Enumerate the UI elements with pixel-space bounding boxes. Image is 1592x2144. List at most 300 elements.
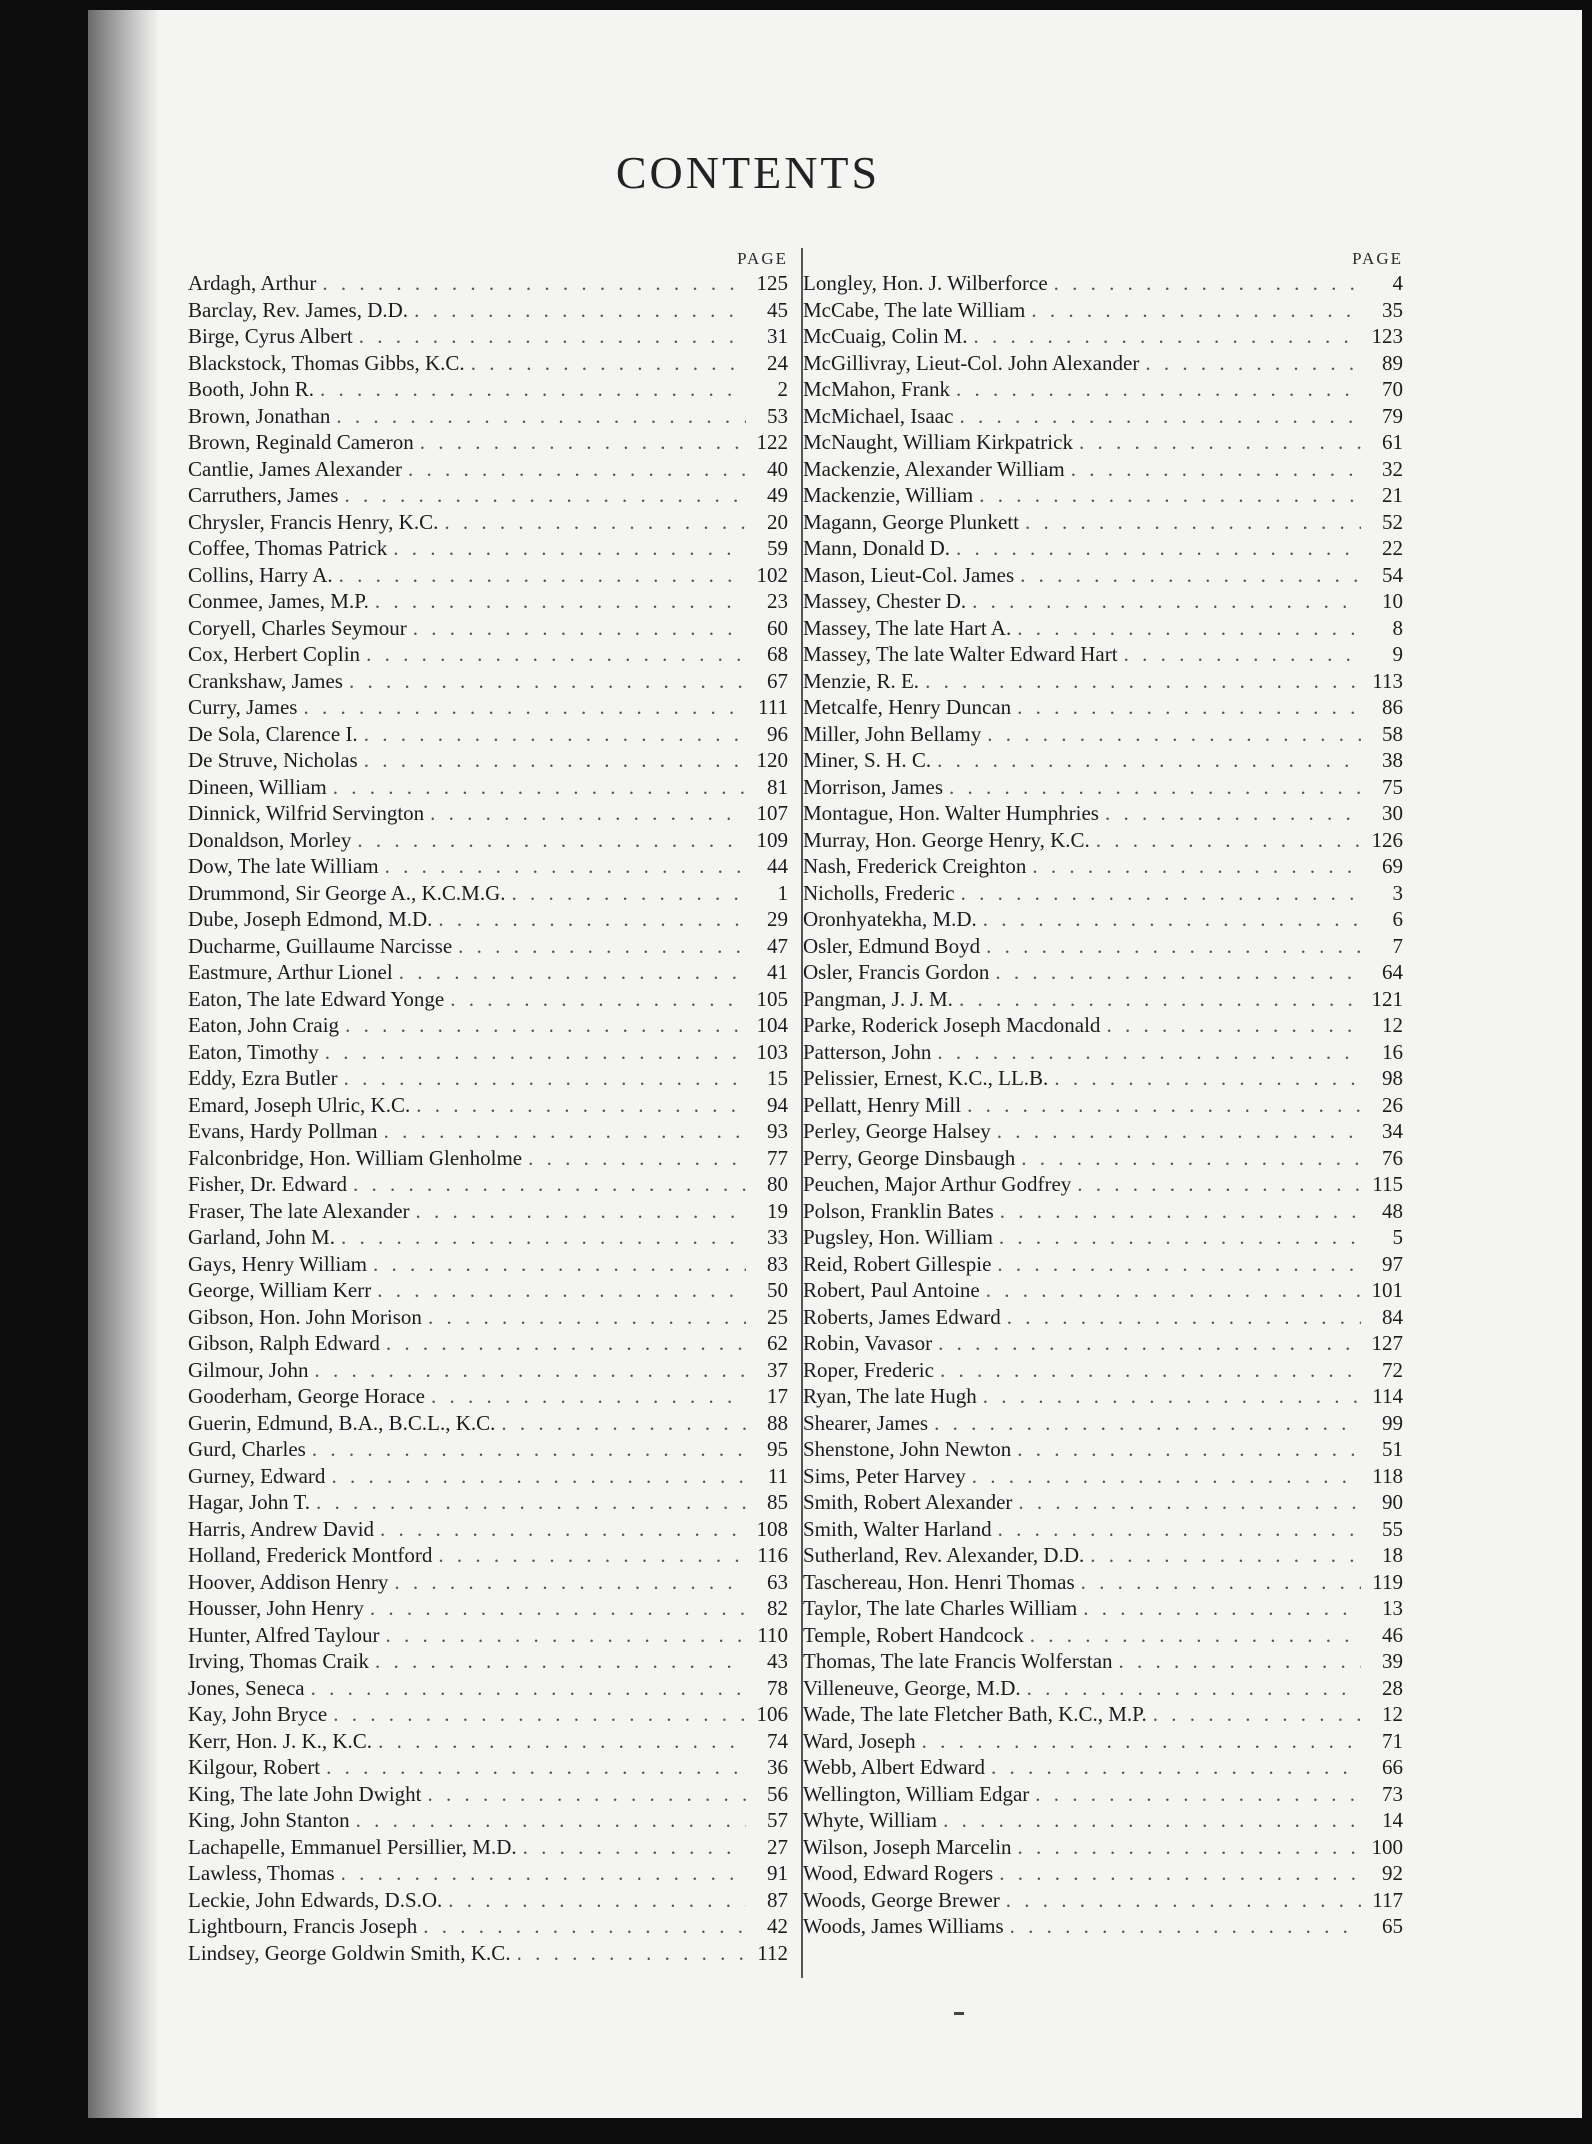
dot-leader	[987, 721, 1361, 748]
contents-entry	[803, 429, 1403, 456]
entry-page-number: 123	[1371, 324, 1403, 348]
entry-page-number: 106	[756, 1702, 788, 1726]
contents-entry	[803, 1860, 1403, 1887]
entry-page-number: 18	[1382, 1543, 1403, 1567]
contents-entry	[188, 1277, 788, 1304]
entry-name: Hunter, Alfred Taylour	[188, 1622, 380, 1647]
entry-page-number: 91	[767, 1861, 788, 1885]
contents-entry	[188, 350, 788, 377]
entry-name: Garland, John M.	[188, 1225, 335, 1249]
dot-leader	[937, 747, 1361, 774]
entry-page-number: 69	[1382, 854, 1403, 878]
entry-name: Miner, S. H. C.	[803, 748, 932, 772]
entry-name: Eddy, Ezra Butler	[188, 1066, 338, 1090]
dot-leader	[959, 986, 1361, 1013]
entry-name: Gurney, Edward	[188, 1463, 326, 1488]
dot-leader	[1081, 1569, 1361, 1596]
contents-entry	[803, 376, 1403, 403]
dot-leader	[1035, 1781, 1361, 1808]
entry-name: De Sola, Clarence I.	[188, 721, 358, 746]
dot-leader	[972, 1463, 1361, 1490]
entry-page-number: 87	[767, 1887, 788, 1912]
entry-page-number: 76	[1382, 1145, 1403, 1170]
contents-entry	[188, 1489, 788, 1516]
contents-entry	[188, 1330, 788, 1357]
entry-name: Emard, Joseph Ulric, K.C.	[188, 1092, 411, 1117]
entry-name: Kilgour, Robert	[188, 1755, 321, 1779]
contents-entry	[188, 853, 788, 880]
contents-entry	[803, 1330, 1403, 1357]
entry-page-number: 111	[758, 695, 788, 719]
contents-entry	[803, 588, 1403, 615]
dot-leader	[1153, 1701, 1361, 1728]
contents-entry	[803, 1675, 1403, 1702]
entry-page-number: 17	[767, 1384, 788, 1408]
contents-entry	[188, 323, 788, 350]
contents-entry	[803, 509, 1403, 536]
contents-entry	[188, 1436, 788, 1463]
dot-leader	[937, 1039, 1361, 1066]
entry-page-number: 7	[1392, 933, 1403, 958]
entry-page-number: 81	[767, 774, 788, 799]
contents-entry	[803, 668, 1403, 695]
entry-name: Dow, The late William	[188, 854, 379, 878]
entry-page-number: 15	[767, 1066, 788, 1090]
entry-name: Osler, Francis Gordon	[803, 960, 990, 984]
entry-page-number: 11	[767, 1463, 788, 1488]
entry-page-number: 31	[767, 324, 788, 348]
dot-leader	[1105, 800, 1361, 827]
contents-entry	[803, 880, 1403, 907]
entry-name: Massey, Chester D.	[803, 589, 967, 613]
contents-entry	[188, 1357, 788, 1384]
entry-name: Jones, Seneca	[188, 1675, 305, 1700]
entry-page-number: 9	[1392, 642, 1403, 666]
dot-leader	[458, 933, 746, 960]
contents-entry	[188, 1622, 788, 1649]
entry-name: Smith, Walter Harland	[803, 1516, 992, 1541]
contents-entry	[188, 986, 788, 1013]
contents-entry	[803, 1516, 1403, 1543]
entry-page-number: 127	[1371, 1331, 1403, 1355]
dot-leader	[1020, 562, 1361, 589]
entry-name: Lindsey, George Goldwin Smith, K.C.	[188, 1940, 511, 1965]
dot-leader	[528, 1145, 746, 1172]
entry-name: Patterson, John	[803, 1039, 932, 1064]
entry-name: Mann, Donald D.	[803, 536, 950, 560]
entry-name: Temple, Robert Handcock	[803, 1622, 1024, 1647]
dot-leader	[430, 800, 746, 827]
contents-entry	[188, 1940, 788, 1967]
entry-name: Gays, Henry William	[188, 1251, 367, 1276]
contents-entry	[188, 1039, 788, 1066]
dot-leader	[1027, 1675, 1361, 1702]
entry-page-number: 48	[1382, 1198, 1403, 1223]
entry-page-number: 29	[767, 907, 788, 931]
entry-page-number: 96	[767, 721, 788, 746]
contents-entry	[803, 933, 1403, 960]
entry-name: Gibson, Hon. John Morison	[188, 1304, 422, 1329]
entry-page-number: 92	[1382, 1861, 1403, 1885]
entry-page-number: 61	[1382, 430, 1403, 454]
dot-leader	[444, 509, 746, 536]
entry-page-number: 24	[767, 350, 788, 375]
entry-name: Gurd, Charles	[188, 1437, 306, 1461]
entry-name: George, William Kerr	[188, 1278, 372, 1302]
entry-name: Donaldson, Morley	[188, 827, 352, 852]
entry-page-number: 25	[767, 1304, 788, 1329]
dot-leader	[394, 1569, 746, 1596]
dot-leader	[386, 1622, 746, 1649]
entry-page-number: 93	[767, 1119, 788, 1143]
entry-page-number: 37	[767, 1357, 788, 1382]
page-column-heading: PAGE	[737, 249, 788, 268]
dot-leader	[1021, 1145, 1361, 1172]
contents-entry	[188, 1198, 788, 1225]
entry-name: Sutherland, Rev. Alexander, D.D.	[803, 1543, 1085, 1567]
entry-page-number: 121	[1371, 986, 1403, 1011]
entry-page-number: 78	[767, 1675, 788, 1700]
dot-leader	[325, 1039, 746, 1066]
contents-entry	[188, 774, 788, 801]
entry-name: Curry, James	[188, 695, 298, 719]
entry-page-number: 82	[767, 1596, 788, 1620]
entry-name: Taylor, The late Charles William	[803, 1596, 1078, 1620]
contents-entry	[188, 1595, 788, 1622]
entry-name: Collins, Harry A.	[188, 562, 333, 587]
dot-leader	[385, 853, 746, 880]
contents-entry	[188, 403, 788, 430]
entry-page-number: 60	[767, 615, 788, 640]
dot-leader	[1119, 1648, 1361, 1675]
entry-page-number: 64	[1382, 960, 1403, 984]
dot-leader	[333, 1701, 746, 1728]
contents-entry	[803, 853, 1403, 880]
contents-column-right	[803, 248, 1403, 1940]
entry-page-number: 88	[767, 1410, 788, 1435]
contents-entry	[188, 1463, 788, 1490]
book-page	[88, 10, 1582, 2118]
contents-entry	[188, 1834, 788, 1861]
dot-leader	[998, 1516, 1361, 1543]
entry-name: Pelissier, Ernest, K.C., LL.B.	[803, 1066, 1049, 1090]
contents-entry	[188, 1701, 788, 1728]
contents-entry	[803, 1728, 1403, 1755]
dot-leader	[364, 721, 746, 748]
entry-name: Lawless, Thomas	[188, 1861, 335, 1885]
entry-page-number: 68	[767, 642, 788, 666]
contents-entry	[803, 1251, 1403, 1278]
contents-entry	[188, 615, 788, 642]
dot-leader	[995, 959, 1361, 986]
entry-name: McCuaig, Colin M.	[803, 324, 968, 348]
entry-page-number: 41	[767, 960, 788, 984]
dot-leader	[311, 1675, 746, 1702]
entry-page-number: 43	[767, 1649, 788, 1673]
contents-entry	[188, 270, 788, 297]
entry-page-number: 101	[1371, 1278, 1403, 1302]
contents-entry	[188, 1860, 788, 1887]
entry-page-number: 103	[756, 1039, 788, 1064]
entry-name: Whyte, William	[803, 1808, 938, 1832]
dot-leader	[393, 535, 746, 562]
entry-name: Leckie, John Edwards, D.S.O.	[188, 1887, 443, 1912]
dot-leader	[972, 588, 1361, 615]
entry-page-number: 12	[1382, 1702, 1403, 1726]
contents-entry	[803, 1357, 1403, 1384]
entry-name: Metcalfe, Henry Duncan	[803, 695, 1012, 719]
entry-name: Conmee, James, M.P.	[188, 589, 369, 613]
entry-name: Wood, Edward Rogers	[803, 1861, 994, 1885]
entry-name: Dineen, William	[188, 774, 327, 799]
contents-entry	[188, 827, 788, 854]
entry-page-number: 74	[767, 1728, 788, 1753]
entry-name: Brown, Jonathan	[188, 403, 331, 428]
entry-name: Eaton, Timothy	[188, 1039, 319, 1064]
entry-page-number: 107	[756, 801, 788, 825]
contents-entry	[803, 1701, 1403, 1728]
entry-page-number: 118	[1372, 1463, 1403, 1488]
contents-entry	[188, 588, 788, 615]
dot-leader	[377, 1277, 746, 1304]
dot-leader	[1031, 297, 1361, 324]
dot-leader	[1025, 509, 1361, 536]
dot-leader	[940, 1357, 1361, 1384]
entry-page-number: 39	[1382, 1649, 1403, 1673]
contents-entry	[803, 1012, 1403, 1039]
entry-page-number: 108	[756, 1516, 788, 1541]
entry-name: Woods, George Brewer	[803, 1887, 1000, 1912]
dot-leader	[375, 588, 746, 615]
entry-page-number: 62	[767, 1331, 788, 1355]
dot-leader	[357, 827, 746, 854]
entry-page-number: 42	[767, 1914, 788, 1938]
entry-page-number: 86	[1382, 695, 1403, 719]
contents-entry	[803, 1595, 1403, 1622]
dot-leader	[339, 562, 746, 589]
contents-entry	[188, 1171, 788, 1198]
entry-name: Menzie, R. E.	[803, 668, 920, 693]
dot-leader	[375, 1648, 746, 1675]
entry-name: Irving, Thomas Craik	[188, 1649, 370, 1673]
entry-page-number: 95	[767, 1437, 788, 1461]
contents-entry	[188, 1648, 788, 1675]
entry-page-number: 102	[756, 562, 788, 587]
contents-entry	[803, 1569, 1403, 1596]
entry-page-number: 12	[1382, 1013, 1403, 1037]
dot-leader	[336, 403, 746, 430]
contents-entry	[188, 1754, 788, 1781]
dot-leader	[523, 1834, 746, 1861]
entry-name: Holland, Frederick Montford	[188, 1543, 433, 1567]
entry-name: Coryell, Charles Seymour	[188, 615, 407, 640]
entry-page-number: 26	[1382, 1092, 1403, 1117]
entry-page-number: 104	[756, 1013, 788, 1037]
page-footer-mark	[954, 2012, 964, 2015]
dot-leader	[438, 906, 746, 933]
entry-name: McMichael, Isaac	[803, 403, 954, 428]
dot-leader	[359, 323, 746, 350]
dot-leader	[999, 1860, 1361, 1887]
contents-entry	[803, 1807, 1403, 1834]
contents-entry	[188, 562, 788, 589]
entry-page-number: 90	[1382, 1490, 1403, 1514]
entry-page-number: 126	[1371, 827, 1403, 852]
dot-leader	[1010, 1913, 1361, 1940]
contents-entry	[803, 615, 1403, 642]
entry-name: McNaught, William Kirkpatrick	[803, 430, 1073, 454]
entry-page-number: 14	[1382, 1808, 1403, 1832]
entry-name: Fraser, The late Alexander	[188, 1198, 410, 1223]
contents-entry	[188, 1728, 788, 1755]
entry-page-number: 89	[1382, 350, 1403, 375]
contents-entry	[803, 1781, 1403, 1808]
dot-leader	[448, 1887, 746, 1914]
entry-name: Falconbridge, Hon. William Glenholme	[188, 1145, 523, 1170]
entry-page-number: 52	[1382, 509, 1403, 534]
entry-name: Coffee, Thomas Patrick	[188, 536, 388, 560]
contents-entry	[803, 535, 1403, 562]
dot-leader	[370, 1595, 746, 1622]
entry-page-number: 49	[767, 483, 788, 507]
entry-name: Murray, Hon. George Henry, K.C.	[803, 827, 1090, 852]
entry-name: Cox, Herbert Coplin	[188, 642, 361, 666]
entry-page-number: 38	[1382, 748, 1403, 772]
entry-name: Gibson, Ralph Edward	[188, 1331, 380, 1355]
entry-name: Ardagh, Arthur	[188, 271, 317, 295]
contents-entry	[803, 270, 1403, 297]
dot-leader	[979, 482, 1361, 509]
contents-entry	[188, 1118, 788, 1145]
dot-leader	[1077, 1171, 1361, 1198]
contents-list-left	[188, 270, 788, 1966]
contents-entry	[803, 774, 1403, 801]
dot-leader	[974, 323, 1361, 350]
contents-entry	[188, 1092, 788, 1119]
contents-entry	[803, 1171, 1403, 1198]
dot-leader	[378, 1728, 746, 1755]
contents-entry	[188, 1887, 788, 1914]
contents-entry	[803, 350, 1403, 377]
entry-name: Robin, Vavasor	[803, 1331, 933, 1355]
contents-entry	[188, 1569, 788, 1596]
entry-page-number: 33	[767, 1225, 788, 1249]
entry-page-number: 66	[1382, 1755, 1403, 1779]
dot-leader	[967, 1092, 1361, 1119]
entry-page-number: 27	[767, 1834, 788, 1859]
entry-page-number: 3	[1392, 880, 1403, 905]
dot-leader	[959, 403, 1361, 430]
entry-name: Webb, Albert Edward	[803, 1755, 986, 1779]
contents-entry	[803, 1834, 1403, 1861]
dot-leader	[341, 1224, 746, 1251]
entry-page-number: 70	[1382, 377, 1403, 401]
entry-name: Ducharme, Guillaume Narcisse	[188, 933, 453, 958]
contents-entry	[188, 535, 788, 562]
entry-name: Villeneuve, George, M.D.	[803, 1675, 1021, 1700]
dot-leader	[384, 1118, 746, 1145]
dot-leader	[1071, 456, 1361, 483]
dot-leader	[1018, 1834, 1361, 1861]
dot-leader	[1083, 1595, 1361, 1622]
entry-page-number: 45	[767, 297, 788, 322]
entry-page-number: 40	[767, 456, 788, 481]
contents-entry	[803, 323, 1403, 350]
entry-name: Gilmour, John	[188, 1357, 309, 1382]
entry-page-number: 57	[767, 1808, 788, 1832]
dot-leader	[925, 668, 1361, 695]
contents-entry	[803, 1648, 1403, 1675]
entry-page-number: 98	[1382, 1066, 1403, 1090]
entry-page-number: 120	[756, 748, 788, 772]
entry-page-number: 2	[777, 377, 788, 401]
entry-name: Pangman, J. J. M.	[803, 986, 953, 1011]
entry-page-number: 63	[767, 1569, 788, 1594]
dot-leader	[1090, 1542, 1361, 1569]
dot-leader	[1006, 1887, 1361, 1914]
entry-page-number: 30	[1382, 801, 1403, 825]
dot-leader	[331, 1463, 746, 1490]
dot-leader	[1106, 1012, 1361, 1039]
entry-name: Dinnick, Wilfrid Servington	[188, 801, 425, 825]
dot-leader	[373, 1251, 746, 1278]
dot-leader	[1017, 615, 1361, 642]
entry-name: Oronhyatekha, M.D.	[803, 907, 977, 931]
contents-entry	[803, 721, 1403, 748]
entry-name: Hagar, John T.	[188, 1490, 311, 1514]
entry-page-number: 97	[1382, 1251, 1403, 1276]
contents-entry	[188, 1913, 788, 1940]
entry-page-number: 100	[1371, 1834, 1403, 1859]
entry-name: Polson, Franklin Bates	[803, 1198, 994, 1223]
entry-name: Barclay, Rev. James, D.D.	[188, 297, 409, 322]
contents-entry	[188, 429, 788, 456]
contents-entry	[188, 880, 788, 907]
contents-entry	[188, 906, 788, 933]
contents-entry	[188, 1781, 788, 1808]
dot-leader	[420, 429, 746, 456]
contents-entry	[188, 933, 788, 960]
entry-page-number: 1	[777, 880, 788, 905]
entry-name: Roberts, James Edward	[803, 1304, 1001, 1329]
contents-entry	[803, 1436, 1403, 1463]
dot-leader	[315, 1357, 747, 1384]
entry-page-number: 125	[756, 271, 788, 295]
dot-leader	[413, 615, 746, 642]
entry-page-number: 10	[1382, 589, 1403, 613]
dot-leader	[438, 1542, 746, 1569]
contents-entry	[188, 694, 788, 721]
dot-leader	[345, 1012, 746, 1039]
dot-leader	[1000, 1198, 1361, 1225]
entry-name: Miller, John Bellamy	[803, 721, 982, 746]
dot-leader	[943, 1807, 1361, 1834]
dot-leader	[956, 535, 1361, 562]
entry-name: Gooderham, George Horace	[188, 1384, 425, 1408]
entry-page-number: 85	[767, 1490, 788, 1514]
contents-entry	[188, 1675, 788, 1702]
entry-name: McCabe, The late William	[803, 297, 1026, 322]
entry-name: Nash, Frederick Creighton	[803, 854, 1027, 878]
entry-name: Smith, Robert Alexander	[803, 1490, 1013, 1514]
contents-entry	[188, 1012, 788, 1039]
entry-name: Kay, John Bryce	[188, 1702, 328, 1726]
dot-leader	[983, 1383, 1361, 1410]
contents-entry	[803, 1754, 1403, 1781]
dot-leader	[399, 959, 746, 986]
entry-name: Parke, Roderick Joseph Macdonald	[803, 1013, 1101, 1037]
entry-name: Evans, Hardy Pollman	[188, 1119, 378, 1143]
